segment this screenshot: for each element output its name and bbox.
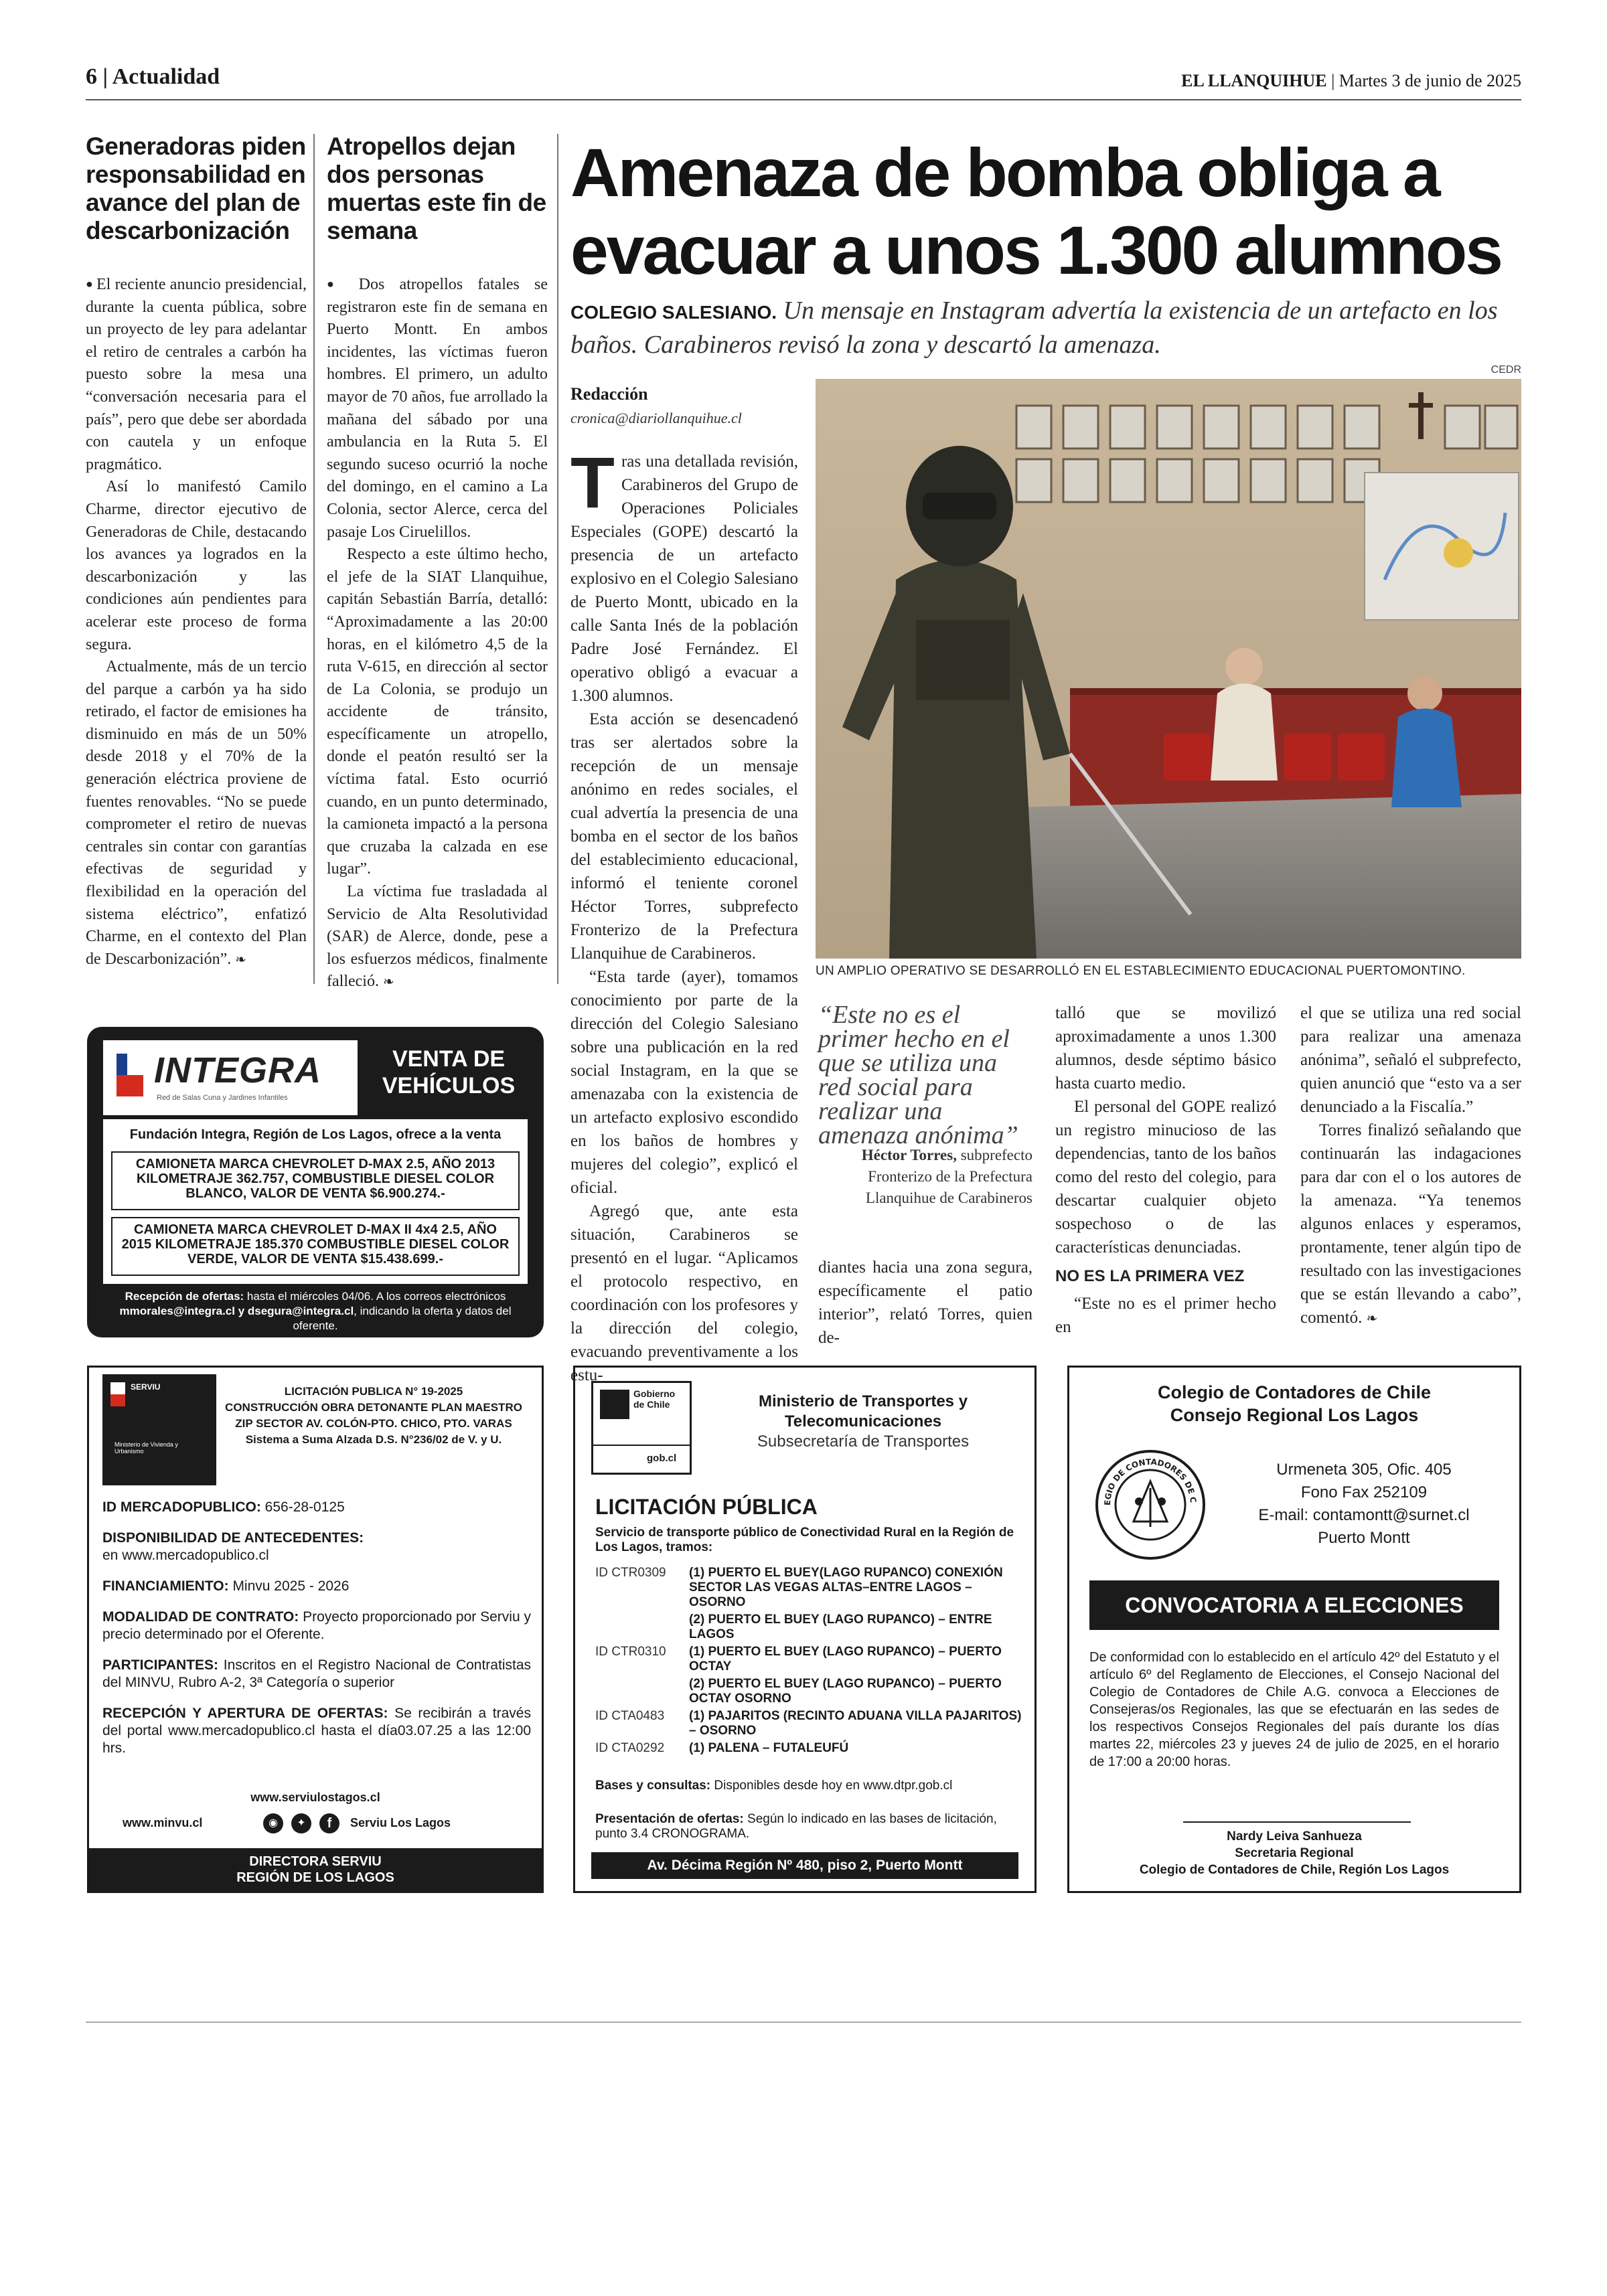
contadores-city: Puerto Montt: [1318, 1529, 1410, 1547]
article-left-paragraph: ● El reciente anuncio presidencial, durante la cuenta pública, sobre un proyecto de ley para adelantar el retiro de centrales a carbón ha puesto sobre la mesa una “conversación necesaria para el país”, pero que debe ser abordada con cautela y un enfoque pragmático.: [86, 273, 307, 476]
integra-headline: VENTA DE VEHÍCULOS: [382, 1046, 516, 1098]
integra-subtitle: Fundación Integra, Región de Los Lagos, ofrece a la venta: [129, 1127, 502, 1142]
bottom-rule: [86, 2022, 1521, 2023]
main-column-1: [570, 442, 798, 1387]
main-paragraph: Esta acción se desencadenó tras ser alertados sobre la recepción de un mensaje anónimo en redes sociales, el cual advertía la presencia de una bomba en el sector de los baños del establecimiento educacional, informó el teniente coronel Héctor Torres, subprefecto Fronterizo de la Prefectura Llanquihue de Carabineros.: [570, 710, 798, 963]
mtt-bases: Bases y consultas: Disponibles desde hoy en www.dtpr.gob.cl: [595, 1779, 953, 1793]
contadores-contact: [1230, 1459, 1498, 1550]
serviu-footer-line: DIRECTORA SERVIU: [249, 1854, 382, 1869]
main-column-3: [1055, 1001, 1276, 1339]
contadores-address: Urmeneta 305, Ofic. 405: [1276, 1461, 1452, 1479]
main-paragraph: talló que se movilizó aproximadamente a unos 1.300 alumnos, desde séptimo básico hasta cuarto medio.: [1055, 1004, 1276, 1092]
mtt-gov-logo: [591, 1381, 692, 1475]
byline: Redacción: [570, 384, 648, 404]
mtt-item: (2) PUERTO EL BUEY (LAGO RUPANCO) – PUERTO OCTAY OSORNO: [689, 1677, 1002, 1706]
mtt-item: ID CTR0309 (1) PUERTO EL BUEY(LAGO RUPANCO) CONEXIÓN SECTOR LAS VEGAS ALTAS–ENTRE LAGOS – OSORNO: [595, 1566, 1003, 1609]
integra-logo-sub: Red de Salas Cuna y Jardines Infantiles: [157, 1094, 288, 1102]
mtt-item: ID CTR0310 (1) PUERTO EL BUEY (LAGO RUPANCO) – PUERTO OCTAY: [595, 1645, 1002, 1673]
pull-author-line: Llanquihue de Carabineros: [865, 1190, 1032, 1206]
integra-footer: Recepción de ofertas: hasta el miércoles 04/06. A los correos electrónicos mmorales@integra.cl y dsegura@integra.cl, indicando la oferta y datos del oferente.: [119, 1290, 512, 1332]
integra-content: [103, 1119, 528, 1284]
main-column-2: [818, 1256, 1032, 1349]
main-kicker: COLEGIO SALESIANO.: [570, 302, 777, 323]
contadores-body: De conformidad con lo establecido en el artículo 42º del Estatuto y el artículo 6º del Reglamento de Elecciones, el Consejo Nacional del Colegio de Contadores de Chile A.G. convoca a Elecciones de Consejeras/os Regionales, las que se efectuarán en las sedes de los respectivos Consejos Regionales del país durante los días martes 22, miércoles 23 y jueves 24 de julio de 2025, en el horario de 17:00 a 20:00 horas.: [1089, 1650, 1499, 1769]
twitter-icon[interactable]: ✦: [291, 1813, 311, 1833]
serviu-title-line: LICITACIÓN PUBLICA N° 19-2025: [284, 1385, 463, 1398]
integra-vehicle-2: CAMIONETA MARCA CHEVROLET D-MAX II 4x4 2.5, AÑO 2015 KILOMETRAJE 185.370 COMBUSTIBLE DIESEL COLOR VERDE, VALOR DE VENTA $15.438.699.-: [111, 1217, 520, 1276]
serviu-flag-icon: [110, 1382, 125, 1406]
serviu-gov-text: SERVIU: [131, 1382, 161, 1392]
article-middle-paragraph: ● Dos atropellos fatales se registraron este fin de semana en Puerto Montt. En ambos incidentes, las víctimas fueron hombres. El primero, un adulto mayor de 70 años, fue arrollado la mañana del sábado por una ambulancia en la Ruta 5. El segundo suceso ocurrió la noche del domingo, en el camino a La Colonia, sector Alerce, cerca del pasaje Los Ciruelillos.: [327, 273, 548, 544]
main-column-4: [1300, 1001, 1521, 1331]
integra-emails[interactable]: mmorales@integra.cl y dsegura@integra.cl: [119, 1305, 354, 1317]
article-middle-paragraph: Respecto a este último hecho, el jefe de la SIAT Llanquihue, capitán Sebastián Barría, detalló: “Aproximadamente a las 20:00 horas, en el kilómetro 4,5 de la ruta V-615, en dirección al sector de La Colonia, se produjo un accidente de tránsito, específicamente un atropello, donde el peatón resultó ser la víctima fatal. Esto ocurrió cuando, en un punto determinado, la camioneta impactó a la persona que cruzaba la calzada en ese lugar”.: [327, 546, 548, 878]
ad-contadores: [1067, 1366, 1521, 1893]
mtt-desc: Servicio de transporte público de Conectividad Rural en la Región de Los Lagos, tramos:: [595, 1526, 1014, 1554]
minvu-website[interactable]: www.minvu.cl: [123, 1816, 203, 1829]
integra-flag-icon: [117, 1054, 143, 1096]
contadores-seal-icon: [1093, 1448, 1207, 1562]
main-paragraph: “Esta tarde (ayer), tomamos conocimiento por parte de la dirección del Colegio Salesiano sobre una publicación en la red social Instagram, en la que se amenazaba con la existencia de un artefacto explosivo escondido en los baños de hombres y mujeres del colegio”, explicó el oficial.: [570, 968, 798, 1197]
ad-mtt: [573, 1366, 1037, 1893]
serviu-logo: [102, 1374, 216, 1485]
mtt-items: [595, 1566, 1024, 1756]
mtt-ministry: Ministerio de Transportes y Telecomunicaciones Subsecretaría de Transportes: [709, 1392, 1017, 1452]
mtt-item: ID CTA0292 (1) PALENA – FUTALEUFÚ: [595, 1741, 849, 1755]
main-paragraph: Torres finalizó señalando que continuarán las indagaciones para dar con el o los autores de la amenaza. “Ya tenemos algunos enlaces y esperamos, prontamente, tener algún tipo de resultado con las investigaciones que se están llevando a cabo”, comentó. ❧: [1300, 1121, 1521, 1327]
end-mark-icon: ❧: [1366, 1311, 1378, 1326]
article-photo: [816, 379, 1521, 959]
mtt-gob-text: gob.cl: [647, 1453, 677, 1464]
pull-quote: “Este no es el primer hecho en el que se utiliza una red social para realizar una amenaza anónima”: [818, 1001, 1018, 1149]
mtt-offers: Presentación de ofertas: Según lo indicado en las bases de licitación, punto 3.4 CRONOGRAMA.: [595, 1812, 997, 1841]
mtt-title: LICITACIÓN PÚBLICA: [595, 1495, 818, 1519]
pull-author-name: Héctor Torres,: [861, 1147, 957, 1163]
mtt-item: (2) PUERTO EL BUEY (LAGO RUPANCO) – ENTRE LAGOS: [689, 1613, 992, 1641]
drop-cap: T: [570, 442, 615, 523]
mtt-item: ID CTA0483 (1) PAJARITOS (RECINTO ADUANA VILLA PAJARITOS) – OSORNO: [595, 1709, 1022, 1738]
article-left-paragraph: Así lo manifestó Camilo Charme, director ejecutivo de Generadoras de Chile, destacando los avances ya logrados en la descarbonización y las condiciones aún pendientes para acelerar este proceso de forma segura.: [86, 478, 307, 653]
integra-logo: INTEGRA: [154, 1050, 321, 1090]
pull-author-line: Fronterizo de la Prefectura: [868, 1168, 1032, 1185]
article-left-paragraph: Actualmente, más de un tercio del parque a carbón ya ha sido retirado, el factor de emisiones ha disminuido en más de un 50% desde 2018 y el 70% de la generación eléctrica proviene de fuentes renovables. “No se puede comprometer el retiro de nuevas centrales sin contar con garantías efectivas de seguridad y flexibilidad en la operación del sistema eléctrico”, enfatizó Charme, en el contexto del Plan de Descarbonización”. ❧: [86, 658, 307, 968]
column-rule: [557, 134, 558, 984]
issue-date: | Martes 3 de junio de 2025: [1331, 71, 1521, 90]
photo-caption: UN AMPLIO OPERATIVO SE DESARROLLÓ EN EL ESTABLECIMIENTO EDUCACIONAL PUERTOMONTINO.: [816, 964, 1466, 978]
main-paragraph: El personal del GOPE realizó un registro minucioso de las dependencias, tanto de los baños como del resto del colegio, para descartar cualquier objeto sospechoso o de las características denunciadas.: [1055, 1098, 1276, 1256]
serviu-fields: [102, 1499, 531, 1757]
main-paragraph: “Este no es el primer hecho en: [1055, 1295, 1276, 1336]
serviu-field: ID MERCADOPUBLICO: 656-28-0125: [102, 1499, 345, 1515]
signature-rule: [1183, 1821, 1411, 1823]
serviu-field: FINANCIAMIENTO: Minvu 2025 - 2026: [102, 1578, 350, 1594]
main-paragraph: el que se utiliza una red social para realizar una amenaza anónima”, señaló el subprefecto, quien anunció que “esto va a ser denunciado a la Fiscalía.”: [1300, 1004, 1521, 1116]
serviu-field: MODALIDAD DE CONTRATO: Proyecto proporcionado por Serviu y precio determinado por el Oferente.: [102, 1609, 531, 1642]
main-headline: Amenaza de bomba obliga a evacuar a unos 1.300 alumnos: [570, 135, 1502, 289]
main-deck: [570, 295, 1521, 361]
facebook-icon[interactable]: f: [319, 1813, 339, 1833]
serviu-website[interactable]: www.serviulostagos.cl: [250, 1791, 380, 1804]
contadores-signer: Nardy Leiva Sanhueza Secretaria Regional Colegio de Contadores de Chile, Región Los Lagos: [1139, 1829, 1450, 1877]
serviu-footer-line: REGIÓN DE LOS LAGOS: [236, 1870, 394, 1885]
contadores-title: Colegio de Contadores de Chile Consejo Regional Los Lagos: [1157, 1382, 1432, 1425]
pull-quote-author: Héctor Torres, subprefecto Fronterizo de la Prefectura Llanquihue de Carabineros: [818, 1145, 1032, 1209]
serviu-ministry-text: Ministerio de Vivienda y Urbanismo: [114, 1441, 178, 1455]
main-paragraph: Agregó que, ante esta situación, Carabineros se presentó en el lugar. “Aplicamos el protocolo respectivo, en coordinación con los profesores y la dirección del colegio, evacuando preventivamente a los estu-: [570, 1202, 798, 1384]
integra-logo-box: [103, 1040, 358, 1115]
main-first-paragraph: Tras una detallada revisión, Carabineros del Grupo de Operaciones Policiales Especiales (GOPE) descartó la presencia de un artefacto explosivo en el Colegio Salesiano de Puerto Montt, ubicado en la calle Santa Inés de la población Padre José Fernández. El operativo obligó a evacuar a 1.300 alumnos.: [570, 442, 798, 705]
main-deck-text: Un mensaje en Instagram advertía la existencia de un artefacto en los baños. Carabineros revisó la zona y descartó la amenaza.: [570, 297, 1498, 359]
evacuation-photo-illustration: [816, 379, 1521, 959]
contadores-banner: CONVOCATORIA A ELECCIONES: [1089, 1580, 1499, 1630]
contadores-phone: Fono Fax 252109: [1300, 1483, 1428, 1501]
article-left-title: Generadoras piden responsabilidad en avance del plan de descarbonización: [86, 133, 306, 244]
page-section: 6 | Actualidad: [86, 64, 220, 89]
article-middle-title: Atropellos dejan dos personas muertas este fin de semana: [327, 133, 546, 244]
serviu-title-line: CONSTRUCCIÓN OBRA DETONANTE PLAN MAESTRO: [225, 1401, 522, 1414]
instagram-icon[interactable]: ◉: [263, 1813, 283, 1833]
serviu-field: RECEPCIÓN Y APERTURA DE OFERTAS: Se recibirán a través del portal www.mercadopublico.cl hasta el día03.07.25 a las 12:00 hrs.: [102, 1706, 531, 1756]
masthead-date: [1181, 71, 1521, 91]
mtt-gov-text: Gobierno de Chile: [633, 1388, 676, 1410]
logo-rule: [593, 1445, 690, 1446]
mtt-footer: Av. Décima Región Nº 480, piso 2, Puerto Montt: [591, 1852, 1018, 1879]
serviu-title-block: [216, 1374, 531, 1485]
serviu-social-handle: Serviu Los Lagos: [350, 1816, 451, 1829]
integra-vehicle-1: CAMIONETA MARCA CHEVROLET D-MAX 2.5, AÑO 2013 KILOMETRAJE 362.757, COMBUSTIBLE DIESEL COLOR BLANCO, VALOR DE VENTA $6.900.274.-: [111, 1151, 520, 1210]
contadores-email[interactable]: E-mail: contamontt@surnet.cl: [1258, 1506, 1470, 1524]
mtt-subsecretaria: Subsecretaría de Transportes: [757, 1432, 970, 1451]
end-mark-icon: ❧: [382, 975, 394, 990]
article-left-body: [86, 273, 307, 971]
newspaper-name: EL LLANQUIHUE: [1181, 71, 1327, 90]
article-middle-paragraph: La víctima fue trasladada al Servicio de Alta Resolutividad (SAR) de Alerce, donde, pese a los esfuerzos médicos, finalmente falleció. ❧: [327, 883, 548, 991]
main-paragraph: diantes hacia una zona segura, específicamente el patio interior”, relató Torres, quien de-: [818, 1258, 1032, 1347]
serviu-field: PARTICIPANTES: Inscritos en el Registro Nacional de Contratistas del MINVU, Rubro A-2, 3ª Categoría o superior: [102, 1657, 531, 1690]
byline-email[interactable]: cronica@diariollanquihue.cl: [570, 410, 742, 426]
serviu-title-line: Sistema a Suma Alzada D.S. N°236/02 de V. y U.: [245, 1433, 502, 1446]
photo-credit: CEDR: [1490, 364, 1521, 376]
serviu-footer: [89, 1848, 542, 1891]
gov-shield-icon: [600, 1390, 629, 1419]
svg-text:COLEGIO DE CONTADORES DE CHILE: EGIO DE CONTADORES DE C: [1102, 1457, 1199, 1506]
serviu-field: DISPONIBILIDAD DE ANTECEDENTES: en www.mercadopublico.cl: [102, 1530, 364, 1563]
end-mark-icon: ❧: [235, 952, 246, 967]
article-middle-body: [327, 273, 548, 994]
contadores-seal: [1093, 1448, 1207, 1562]
main-subhead: NO ES LA PRIMERA VEZ: [1055, 1267, 1245, 1285]
column-rule: [313, 134, 315, 984]
ad-integra: [87, 1027, 544, 1337]
serviu-title-line: ZIP SECTOR AV. COLÓN-PTO. CHICO, PTO. VARAS: [235, 1417, 512, 1430]
serviu-social-row: [116, 1812, 518, 1835]
header-rule: [86, 99, 1521, 100]
ad-serviu: [87, 1366, 544, 1893]
